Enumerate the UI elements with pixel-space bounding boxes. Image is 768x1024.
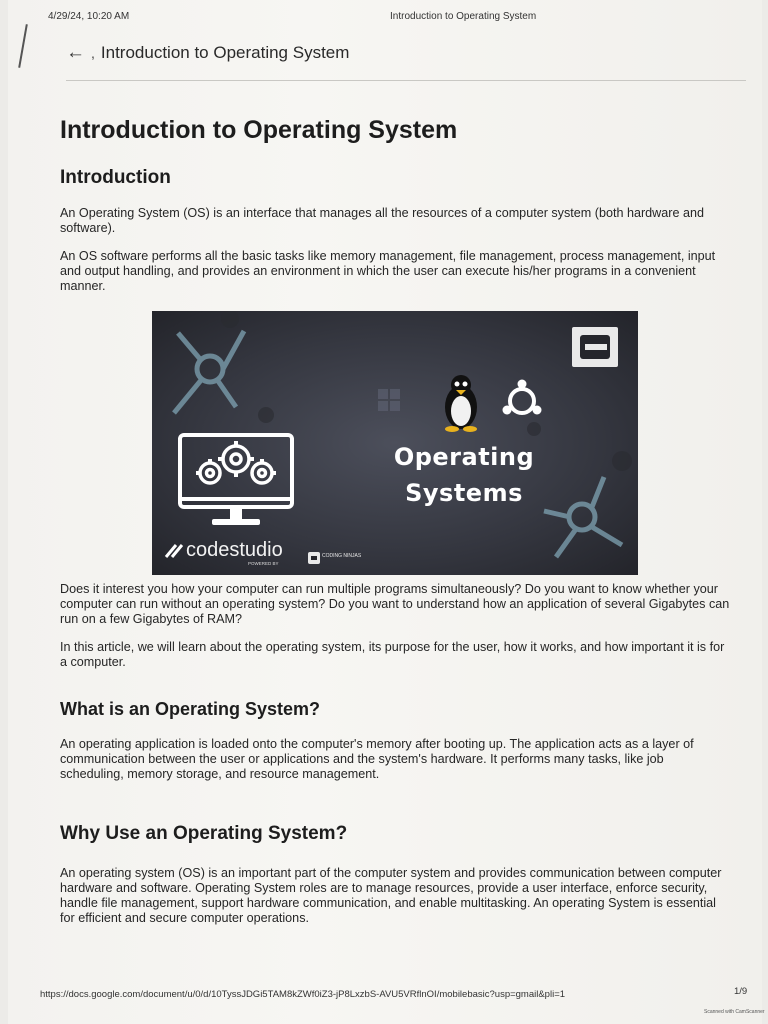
ubuntu-icon xyxy=(503,380,542,415)
windows-icon xyxy=(378,389,400,411)
topbar-separator: , xyxy=(91,45,95,61)
molecule-icon xyxy=(174,331,244,413)
print-datetime: 4/29/24, 10:20 AM xyxy=(48,11,130,22)
paragraph: An operating system (OS) is an important part of the computer system and provides communication between computer hardware and software. Operating System roles are to manage resources, provide a user interface, enforce security, handle file management, support hardware communication, and enable multitasking. An operating System is essential for efficient and secure computer operations. xyxy=(60,866,722,925)
topbar-divider xyxy=(66,80,746,81)
gears-monitor-icon xyxy=(180,435,292,525)
banner-brand: codestudio xyxy=(186,539,283,561)
operating-systems-banner-image xyxy=(152,311,638,575)
document-title: Introduction to Operating System xyxy=(60,116,458,144)
banner-partner: CODING NINJAS xyxy=(322,553,362,559)
banner-title-line2: Systems xyxy=(405,479,523,507)
paragraph: An Operating System (OS) is an interface that manages all the resources of a computer system (both hardware and software). xyxy=(60,206,704,235)
document-body xyxy=(60,116,730,926)
scanner-watermark: Scanned with CamScanner xyxy=(704,1009,765,1015)
coding-ninjas-mini-logo xyxy=(308,552,320,564)
paragraph: Does it interest you how your computer can run multiple programs simultaneously? Do you want to know whether your computer can run without an operating system? Do you want to understand how an application of several Gigabytes can run on a few Gigabytes of RAM? xyxy=(60,582,730,626)
print-page-title: Introduction to Operating System xyxy=(390,11,537,22)
section-heading-introduction: Introduction xyxy=(60,167,171,188)
linux-penguin-icon xyxy=(445,375,477,432)
pen-mark xyxy=(18,24,28,68)
section-heading-what-is-os: What is an Operating System? xyxy=(60,699,321,719)
section-heading-why-use-os: Why Use an Operating System? xyxy=(60,823,348,844)
coding-ninjas-logo-icon xyxy=(572,327,618,367)
banner-title-line1: Operating xyxy=(393,443,535,471)
topbar-title: Introduction to Operating System xyxy=(100,43,350,62)
paragraph: In this article, we will learn about the operating system, its purpose for the user, how it works, and how important it is for a computer. xyxy=(60,640,725,669)
doc-topbar xyxy=(66,40,349,66)
footer-page-number: 1/9 xyxy=(734,986,748,997)
codestudio-logo-icon xyxy=(166,545,182,557)
banner-powered-by: POWERED BY xyxy=(248,561,279,566)
banner-title xyxy=(364,439,564,511)
arrow-left-icon[interactable]: ← xyxy=(66,42,85,63)
paragraph: An OS software performs all the basic tasks like memory management, file management, process management, input and output handling, and provides an environment in which the user can execute his/her programs in a convenient manner. xyxy=(60,249,716,293)
paragraph: An operating application is loaded onto the computer's memory after booting up. The application acts as a layer of communication between the user or applications and the system's hardware. It performs many tasks, like job scheduling, memory storage, and resource management. xyxy=(60,737,694,781)
footer-url: https://docs.google.com/document/u/0/d/10TyssJDGi5TAM8kZWf0iZ3-jP8LxzbS-AVU5VRflnOI/mobilebasic?usp=gmail&pli=1 xyxy=(40,989,566,1000)
